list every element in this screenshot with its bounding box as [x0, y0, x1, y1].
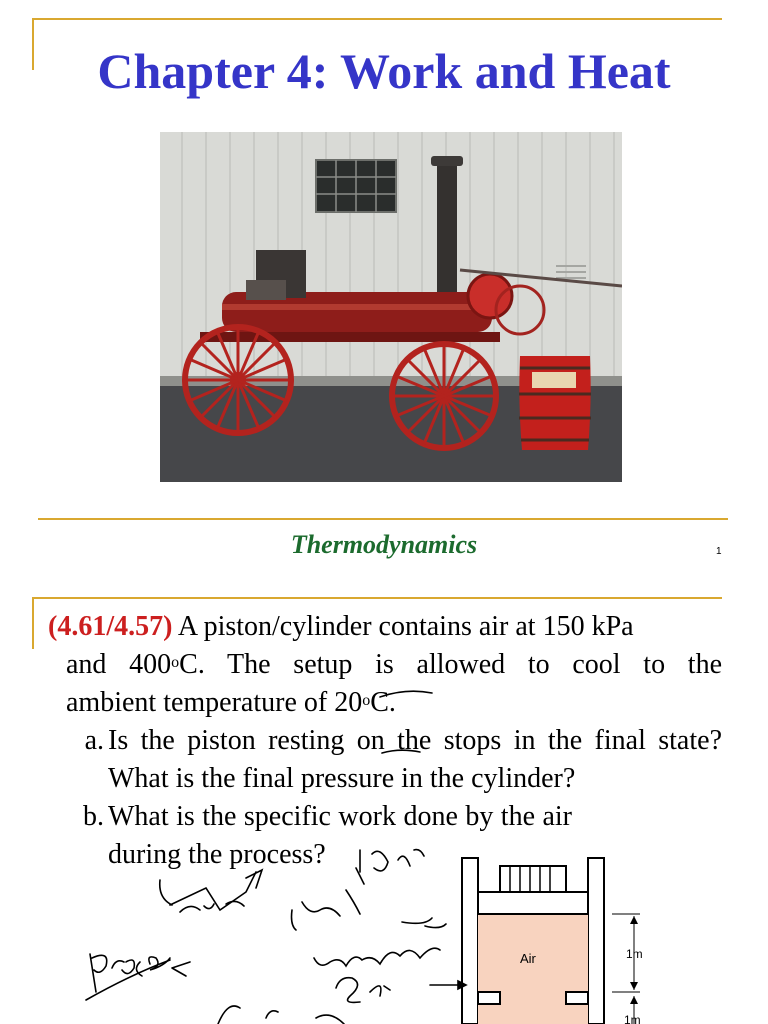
problem-text-3b: C.	[370, 687, 396, 718]
degree-mark: o	[362, 692, 371, 709]
problem-reference: (4.61/4.57)	[48, 611, 173, 642]
degree-mark: o	[171, 654, 180, 671]
problem-text-3a: ambient temperature of 20	[66, 687, 363, 718]
page-number: 1	[716, 546, 722, 557]
question-text: Is the piston resting on the stops in the final state? What is the final pressure in the cylinder?	[108, 725, 722, 794]
question-label: b.	[83, 801, 104, 832]
dimension-label-bottom: 1m	[624, 1013, 641, 1024]
problem-text-2a: and 400	[66, 649, 172, 680]
gas-label: Air	[520, 951, 536, 966]
question-label: a.	[84, 725, 104, 756]
dimension-label-top: 1m	[626, 947, 643, 961]
question-text: What is the specific work done by the air during the process?	[108, 801, 572, 870]
problem-text-1: A piston/cylinder contains air at 150 kPa	[172, 611, 634, 642]
slide-title: Chapter 4: Work and Heat	[97, 43, 671, 99]
footer-course-title: Thermodynamics	[290, 530, 478, 559]
problem-text-2b: C. The setup is allowed to cool to the	[179, 649, 722, 680]
